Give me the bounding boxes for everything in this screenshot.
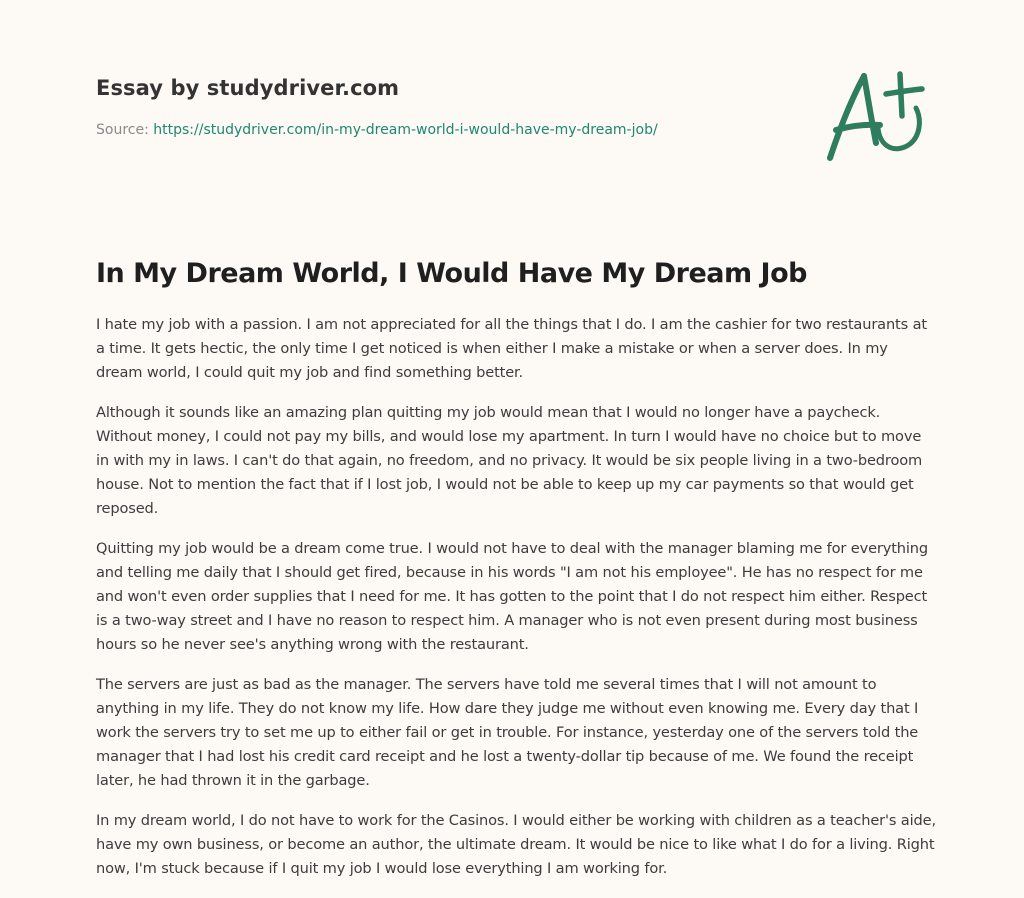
a-plus-grade-icon xyxy=(822,68,930,164)
essay-paragraph: I hate my job with a passion. I am not appreciated for all the things that I do. I am the cashier for two restaurants at a time. It gets hectic, the only time I get noticed is when either I make a mistake or when a server does. In my dream world, I could quit my job and find something better. xyxy=(96,316,927,381)
essay-paragraph: Although it sounds like an amazing plan quitting my job would mean that I would no longer have a paycheck. Without money, I could not pay my bills, and would lose my apartment. In turn I would have no choice but to move in with my in laws. I can't do that again, no freedom, and no privacy. It would be six people living in a two-bedroom house. Not to mention the fact that if I lost job, I would not be able to keep up my car payments so that would get reposed. xyxy=(96,404,923,517)
essay-title: In My Dream World, I Would Have My Dream Job xyxy=(96,258,807,289)
essay-paragraph: The servers are just as bad as the manager. The servers have told me several times that I will not amount to anything in my life. They do not know my life. How dare they judge me without even knowing me. Every day that I work the servers try to set me up to either fail or get in trouble. For instance, yesterday one of the servers told the manager that I had lost his credit card receipt and he lost a twenty-dollar tip because of me. We found the receipt later, he had thrown it in the garbage. xyxy=(96,676,919,789)
source-label: Source: xyxy=(96,122,149,138)
brand-title: Essay by studydriver.com xyxy=(96,76,400,100)
essay-content xyxy=(96,258,936,897)
header xyxy=(96,76,658,138)
essay-paragraph: Quitting my job would be a dream come true. I would not have to deal with the manager blaming me for everything and telling me daily that I should get fired, because in his words "I am not his employee". He has no respect for me and won't even order supplies that I need for me. It has gotten to the point that I do not respect him either. Respect is a two-way street and I have no reason to respect him. A manager who is not even present during most business hours so he never see's anything wrong with the restaurant. xyxy=(96,540,929,653)
source-line xyxy=(96,122,658,138)
essay-paragraph: In my dream world, I do not have to work for the Casinos. I would either be working with children as a teacher's aide, have my own business, or become an author, the ultimate dream. It would be nice to like what I do for a living. Right now, I'm stuck because if I quit my job I would lose everything I am working for. xyxy=(96,812,936,877)
source-link[interactable]: https://studydriver.com/in-my-dream-world-i-would-have-my-dream-job/ xyxy=(153,122,658,138)
